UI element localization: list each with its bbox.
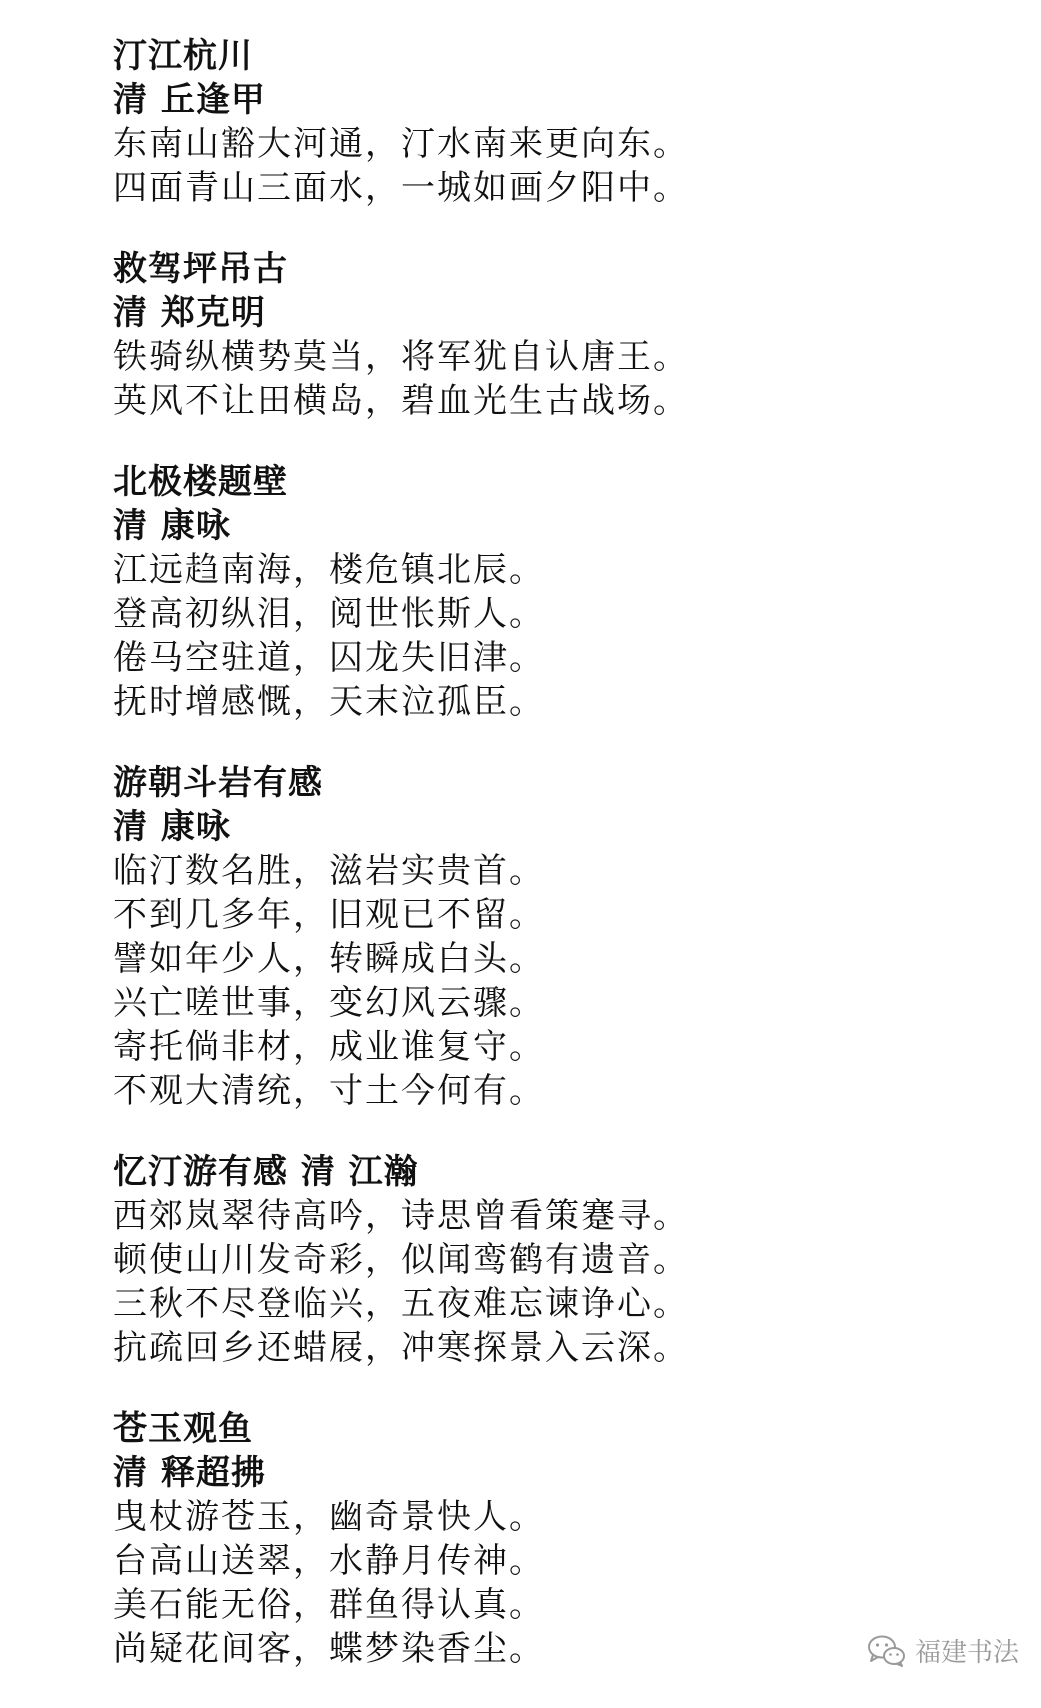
poem-author: 清 丘逢甲 (113, 80, 266, 120)
poem-author: 清 康咏 (113, 506, 231, 546)
poem-lines (113, 1194, 1013, 1370)
poem-title: 救驾坪吊古 (113, 249, 288, 289)
watermark-text: 福建书法 (914, 1638, 1019, 1668)
poem-title: 汀江杭川 (113, 36, 253, 76)
poem-title: 游朝斗岩有感 (113, 763, 323, 803)
poem-line: 寄托倘非材，成业谁复守。 (113, 1027, 545, 1067)
poem-author: 清 释超拂 (113, 1453, 266, 1493)
poem-line: 登高初纵泪，阅世怅斯人。 (113, 594, 545, 634)
watermark (867, 1632, 1019, 1669)
poem-line: 兴亡嗟世事，变幻风云骤。 (113, 983, 545, 1023)
poem (113, 34, 1013, 210)
poem-title: 苍玉观鱼 (113, 1409, 253, 1449)
poem (113, 1150, 1013, 1370)
poem-lines (113, 849, 1013, 1113)
poem-line: 四面青山三面水，一城如画夕阳中。 (113, 168, 689, 208)
poem-author: 清 康咏 (113, 807, 231, 847)
poem-line: 美石能无俗，群鱼得认真。 (113, 1585, 545, 1625)
poem-line: 英风不让田横岛，碧血光生古战场。 (113, 381, 689, 421)
poem-collection (113, 34, 1013, 1708)
poem-line: 譬如年少人，转瞬成白头。 (113, 939, 545, 979)
poem-line: 江远趋南海，楼危镇北辰。 (113, 550, 545, 590)
poem (113, 247, 1013, 423)
poem-line: 不到几多年，旧观已不留。 (113, 895, 545, 935)
poem-line: 抗疏回乡还蜡屐，冲寒探景入云深。 (113, 1328, 689, 1368)
poem-line: 台高山送翠，水静月传神。 (113, 1541, 545, 1581)
poem-line: 三秋不尽登临兴，五夜难忘谏诤心。 (113, 1284, 689, 1324)
poem-line: 铁骑纵横势莫当，将军犹自认唐王。 (113, 337, 689, 377)
poem (113, 761, 1013, 1113)
poem-author: 清 郑克明 (113, 293, 266, 333)
poem-line: 东南山豁大河通，汀水南来更向东。 (113, 124, 689, 164)
poem-line: 临汀数名胜，滋岩实贵首。 (113, 851, 545, 891)
poem-lines (113, 335, 1013, 423)
poem-line: 尚疑花间客，蝶梦染香尘。 (113, 1629, 545, 1669)
poem-lines (113, 548, 1013, 724)
poem-title: 北极楼题壁 (113, 462, 288, 502)
poem-line: 西郊岚翠待高吟，诗思曾看策蹇寻。 (113, 1196, 689, 1236)
wechat-icon (867, 1634, 907, 1668)
poem-line: 曳杖游苍玉，幽奇景快人。 (113, 1497, 545, 1537)
poem-line: 倦马空驻道，囚龙失旧津。 (113, 638, 545, 678)
poem-title: 忆汀游有感 清 江瀚 (113, 1152, 419, 1192)
poem-line: 抚时增感慨，天末泣孤臣。 (113, 682, 545, 722)
poem-line: 不观大清统，寸土今何有。 (113, 1071, 545, 1111)
poem-lines (113, 122, 1013, 210)
poem (113, 460, 1013, 724)
poem-line: 顿使山川发奇彩，似闻鸾鹤有遗音。 (113, 1240, 689, 1280)
